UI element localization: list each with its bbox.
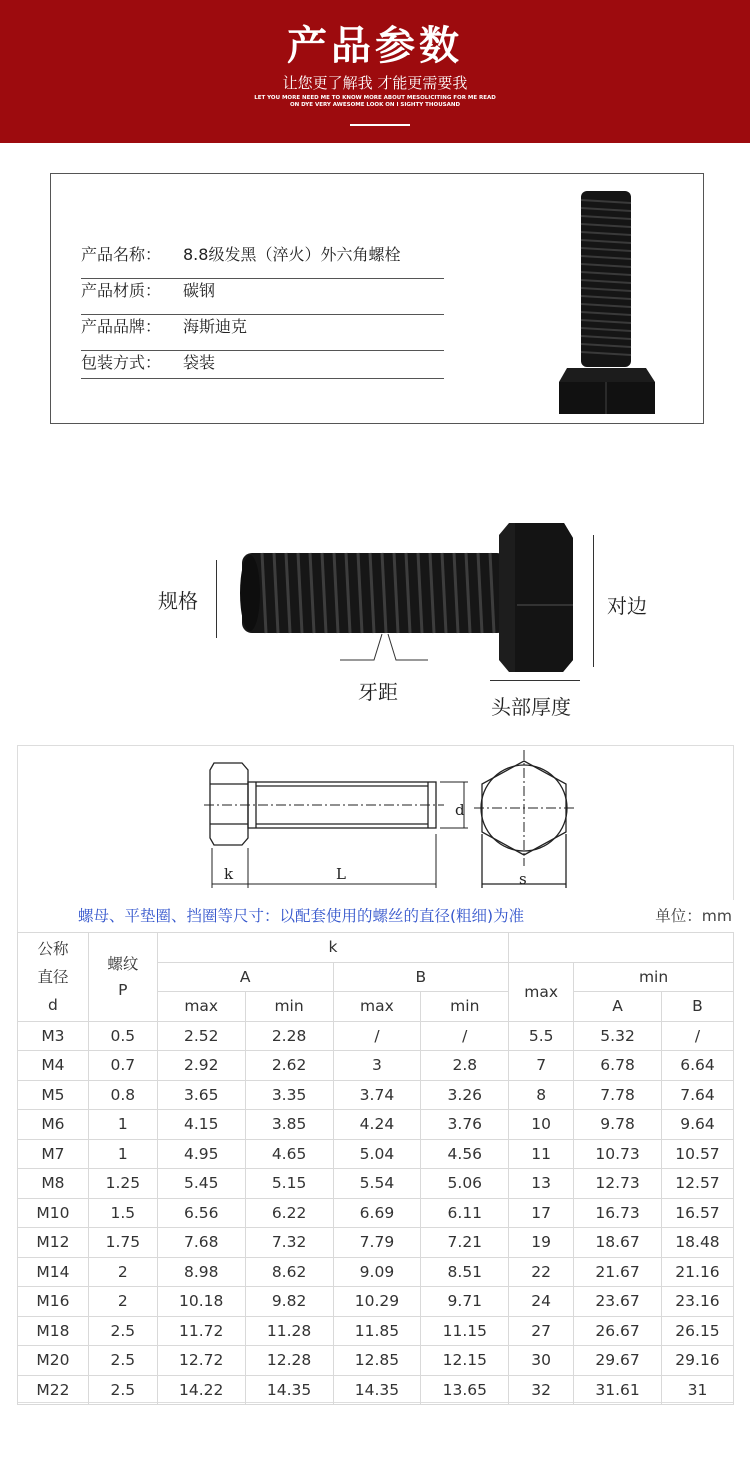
table-cell: 21.16 <box>661 1257 733 1287</box>
table-cell: 13 <box>509 1169 574 1199</box>
spec-table <box>17 932 734 1405</box>
table-cell: 4.24 <box>333 1110 421 1140</box>
table-cell: 24 <box>509 1287 574 1317</box>
table-cell: 9.71 <box>421 1287 509 1317</box>
table-cell: M18 <box>18 1316 89 1346</box>
header-kA-min: min <box>245 992 333 1022</box>
table-cell: 5.15 <box>245 1169 333 1199</box>
table-cell: 7.32 <box>245 1228 333 1258</box>
table-cell: 2.92 <box>157 1051 245 1081</box>
table-cell: 14.22 <box>157 1375 245 1405</box>
table-row <box>18 1375 734 1405</box>
table-cell: 2 <box>88 1287 157 1317</box>
header-s-blank <box>509 933 734 963</box>
table-cell: 16.57 <box>661 1198 733 1228</box>
table-cell: 0.5 <box>88 1021 157 1051</box>
table-cell: 5.45 <box>157 1169 245 1199</box>
head-thickness-line <box>490 680 580 681</box>
table-cell: 7.68 <box>157 1228 245 1258</box>
table-cell: 1.25 <box>88 1169 157 1199</box>
table-cell: 21.67 <box>574 1257 662 1287</box>
spec-dimension-line <box>216 560 217 638</box>
table-cell: 8.51 <box>421 1257 509 1287</box>
table-row <box>18 1110 734 1140</box>
table-cell: 1.75 <box>88 1228 157 1258</box>
table-note-text: 螺母、平垫圈、挡圈等尺寸：以配套使用的螺丝的直径(粗细)为准 <box>78 907 525 925</box>
table-cell: 2.28 <box>245 1021 333 1051</box>
table-cell: 4.95 <box>157 1139 245 1169</box>
table-cell: M14 <box>18 1257 89 1287</box>
table-note <box>18 900 734 932</box>
table-cell: 9.78 <box>574 1110 662 1140</box>
banner-english <box>0 95 750 109</box>
table-cell: 5.5 <box>509 1021 574 1051</box>
table-cell: 1 <box>88 1110 157 1140</box>
dim-d: d <box>455 801 465 819</box>
header-pitch: 螺纹 P <box>88 933 157 1022</box>
table-cell: M3 <box>18 1021 89 1051</box>
table-cell: M4 <box>18 1051 89 1081</box>
header-banner <box>0 0 750 143</box>
table-row <box>18 1346 734 1376</box>
page-title: 产品参数 <box>287 23 463 69</box>
label-head-thickness: 头部厚度 <box>491 695 571 719</box>
table-cell: 8 <box>509 1080 574 1110</box>
table-cell: 26.15 <box>661 1316 733 1346</box>
table-cell: 11.28 <box>245 1316 333 1346</box>
table-cell: 4.15 <box>157 1110 245 1140</box>
table-cell: 2.52 <box>157 1021 245 1051</box>
header-kA-max: max <box>157 992 245 1022</box>
table-row <box>18 1021 734 1051</box>
label-pitch: 牙距 <box>358 680 398 704</box>
banner-english-line-1: LET YOU MORE NEED ME TO KNOW MORE ABOUT MESOLICITING FOR ME READ <box>254 95 496 101</box>
header-k-B: B <box>333 962 509 992</box>
table-cell: 5.04 <box>333 1139 421 1169</box>
table-cell: 9.64 <box>661 1110 733 1140</box>
table-cell: 26.67 <box>574 1316 662 1346</box>
spec-table-body <box>18 1021 734 1405</box>
table-cell: 30 <box>509 1346 574 1376</box>
table-cell: 10.18 <box>157 1287 245 1317</box>
table-cell: 12.73 <box>574 1169 662 1199</box>
table-cell: 3.74 <box>333 1080 421 1110</box>
table-row <box>18 1080 734 1110</box>
header-k: k <box>157 933 508 963</box>
table-row <box>18 1198 734 1228</box>
table-cell: 31 <box>661 1375 733 1405</box>
table-cell: 11 <box>509 1139 574 1169</box>
info-value: 海斯迪克 <box>183 317 248 336</box>
table-cell: 14.35 <box>333 1375 421 1405</box>
table-cell: 2.62 <box>245 1051 333 1081</box>
table-row <box>18 1228 734 1258</box>
table-cell: 19 <box>509 1228 574 1258</box>
dim-L: L <box>336 865 346 883</box>
table-cell: 12.15 <box>421 1346 509 1376</box>
header-s-min: min <box>574 962 734 992</box>
table-cell: 6.11 <box>421 1198 509 1228</box>
table-cell: M6 <box>18 1110 89 1140</box>
table-cell: 5.06 <box>421 1169 509 1199</box>
table-row <box>18 1257 734 1287</box>
table-cell: 32 <box>509 1375 574 1405</box>
table-cell: 27 <box>509 1316 574 1346</box>
table-cell: 0.8 <box>88 1080 157 1110</box>
table-cell: 9.09 <box>333 1257 421 1287</box>
info-label: 产品名称： <box>81 245 162 264</box>
table-cell: 3.76 <box>421 1110 509 1140</box>
table-cell: 3 <box>333 1051 421 1081</box>
table-cell: 5.32 <box>574 1021 662 1051</box>
table-cell: 6.56 <box>157 1198 245 1228</box>
table-cell: 8.62 <box>245 1257 333 1287</box>
header-kB-max: max <box>333 992 421 1022</box>
table-cell: M8 <box>18 1169 89 1199</box>
bolt-product-image <box>551 186 661 414</box>
table-row <box>18 1051 734 1081</box>
table-cell: 18.48 <box>661 1228 733 1258</box>
table-cell: M20 <box>18 1346 89 1376</box>
header-s-max: max <box>509 962 574 1021</box>
table-row <box>18 1139 734 1169</box>
table-cell: / <box>333 1021 421 1051</box>
table-cell: 3.26 <box>421 1080 509 1110</box>
info-value: 袋装 <box>183 353 216 372</box>
table-cell: 8.98 <box>157 1257 245 1287</box>
table-cell: 12.72 <box>157 1346 245 1376</box>
table-cell: 2 <box>88 1257 157 1287</box>
info-value: 8.8级发黑（淬火）外六角螺栓 <box>183 245 401 264</box>
table-cell: 2.5 <box>88 1375 157 1405</box>
table-cell: 6.78 <box>574 1051 662 1081</box>
table-cell: M16 <box>18 1287 89 1317</box>
table-cell: 0.7 <box>88 1051 157 1081</box>
table-cell: 31.61 <box>574 1375 662 1405</box>
dim-k: k <box>224 865 234 883</box>
table-cell: 29.16 <box>661 1346 733 1376</box>
table-cell: 11.85 <box>333 1316 421 1346</box>
info-row-name <box>81 243 444 279</box>
table-cell: 4.56 <box>421 1139 509 1169</box>
table-cell: 7.78 <box>574 1080 662 1110</box>
flats-dimension-line <box>593 535 594 667</box>
table-cell: M5 <box>18 1080 89 1110</box>
table-cell: 3.85 <box>245 1110 333 1140</box>
table-cell: 7.21 <box>421 1228 509 1258</box>
banner-divider <box>350 124 410 126</box>
table-cell: 10.29 <box>333 1287 421 1317</box>
table-unit: 单位：mm <box>655 907 732 925</box>
table-cell: 10 <box>509 1110 574 1140</box>
info-value: 碳钢 <box>183 281 216 300</box>
table-cell: 14.35 <box>245 1375 333 1405</box>
technical-drawing <box>200 748 600 896</box>
table-row <box>18 1316 734 1346</box>
table-cell: 6.22 <box>245 1198 333 1228</box>
product-info-box <box>50 173 704 424</box>
table-cell: M10 <box>18 1198 89 1228</box>
table-cell: 2.5 <box>88 1346 157 1376</box>
table-cell: 7.64 <box>661 1080 733 1110</box>
table-cell: 22 <box>509 1257 574 1287</box>
table-cell: 13.65 <box>421 1375 509 1405</box>
table-cell: 11.15 <box>421 1316 509 1346</box>
table-cell: 7.79 <box>333 1228 421 1258</box>
table-row <box>18 1287 734 1317</box>
header-smin-B: B <box>661 992 733 1022</box>
table-cell: / <box>661 1021 733 1051</box>
info-row-brand <box>81 315 444 351</box>
info-row-material <box>81 279 444 315</box>
table-cell: 5.54 <box>333 1169 421 1199</box>
table-cell: 2.8 <box>421 1051 509 1081</box>
banner-english-line-2: ON DYE VERY AWESOME LOOK ON I SIGHTY THOUSAND <box>289 102 461 108</box>
info-label: 产品材质： <box>81 281 162 300</box>
info-label: 包装方式： <box>81 353 162 372</box>
table-cell: 1.5 <box>88 1198 157 1228</box>
table-cell: 1 <box>88 1139 157 1169</box>
banner-subtitle: 让您更了解我 才能更需要我 <box>282 74 468 92</box>
info-label: 产品品牌： <box>81 317 162 336</box>
header-smin-A: A <box>574 992 662 1022</box>
table-cell: 16.73 <box>574 1198 662 1228</box>
header-kB-min: min <box>421 992 509 1022</box>
label-across-flats: 对边 <box>607 594 647 618</box>
table-cell: 29.67 <box>574 1346 662 1376</box>
table-cell: 3.65 <box>157 1080 245 1110</box>
table-cell: 7 <box>509 1051 574 1081</box>
table-cell: 9.82 <box>245 1287 333 1317</box>
table-cell: 10.57 <box>661 1139 733 1169</box>
table-cell: M7 <box>18 1139 89 1169</box>
table-cell: 10.73 <box>574 1139 662 1169</box>
table-row <box>18 1169 734 1199</box>
table-cell: / <box>421 1021 509 1051</box>
table-cell: 2.5 <box>88 1316 157 1346</box>
table-cell: 23.67 <box>574 1287 662 1317</box>
table-cell: 12.28 <box>245 1346 333 1376</box>
dim-s: s <box>519 870 527 888</box>
table-cell: M12 <box>18 1228 89 1258</box>
table-cell: 4.65 <box>245 1139 333 1169</box>
pitch-pointer <box>338 630 430 664</box>
table-cell: 12.57 <box>661 1169 733 1199</box>
table-cell: 11.72 <box>157 1316 245 1346</box>
table-cell: 23.16 <box>661 1287 733 1317</box>
table-cell: 12.85 <box>333 1346 421 1376</box>
table-cell: 6.64 <box>661 1051 733 1081</box>
table-cell: 18.67 <box>574 1228 662 1258</box>
header-nominal-diameter: 公称 直径 d <box>18 933 89 1022</box>
header-k-A: A <box>157 962 333 992</box>
info-row-packaging <box>81 351 444 379</box>
table-cell: 17 <box>509 1198 574 1228</box>
label-spec: 规格 <box>158 589 198 613</box>
table-cell: 6.69 <box>333 1198 421 1228</box>
table-cell: M22 <box>18 1375 89 1405</box>
table-cell: 3.35 <box>245 1080 333 1110</box>
